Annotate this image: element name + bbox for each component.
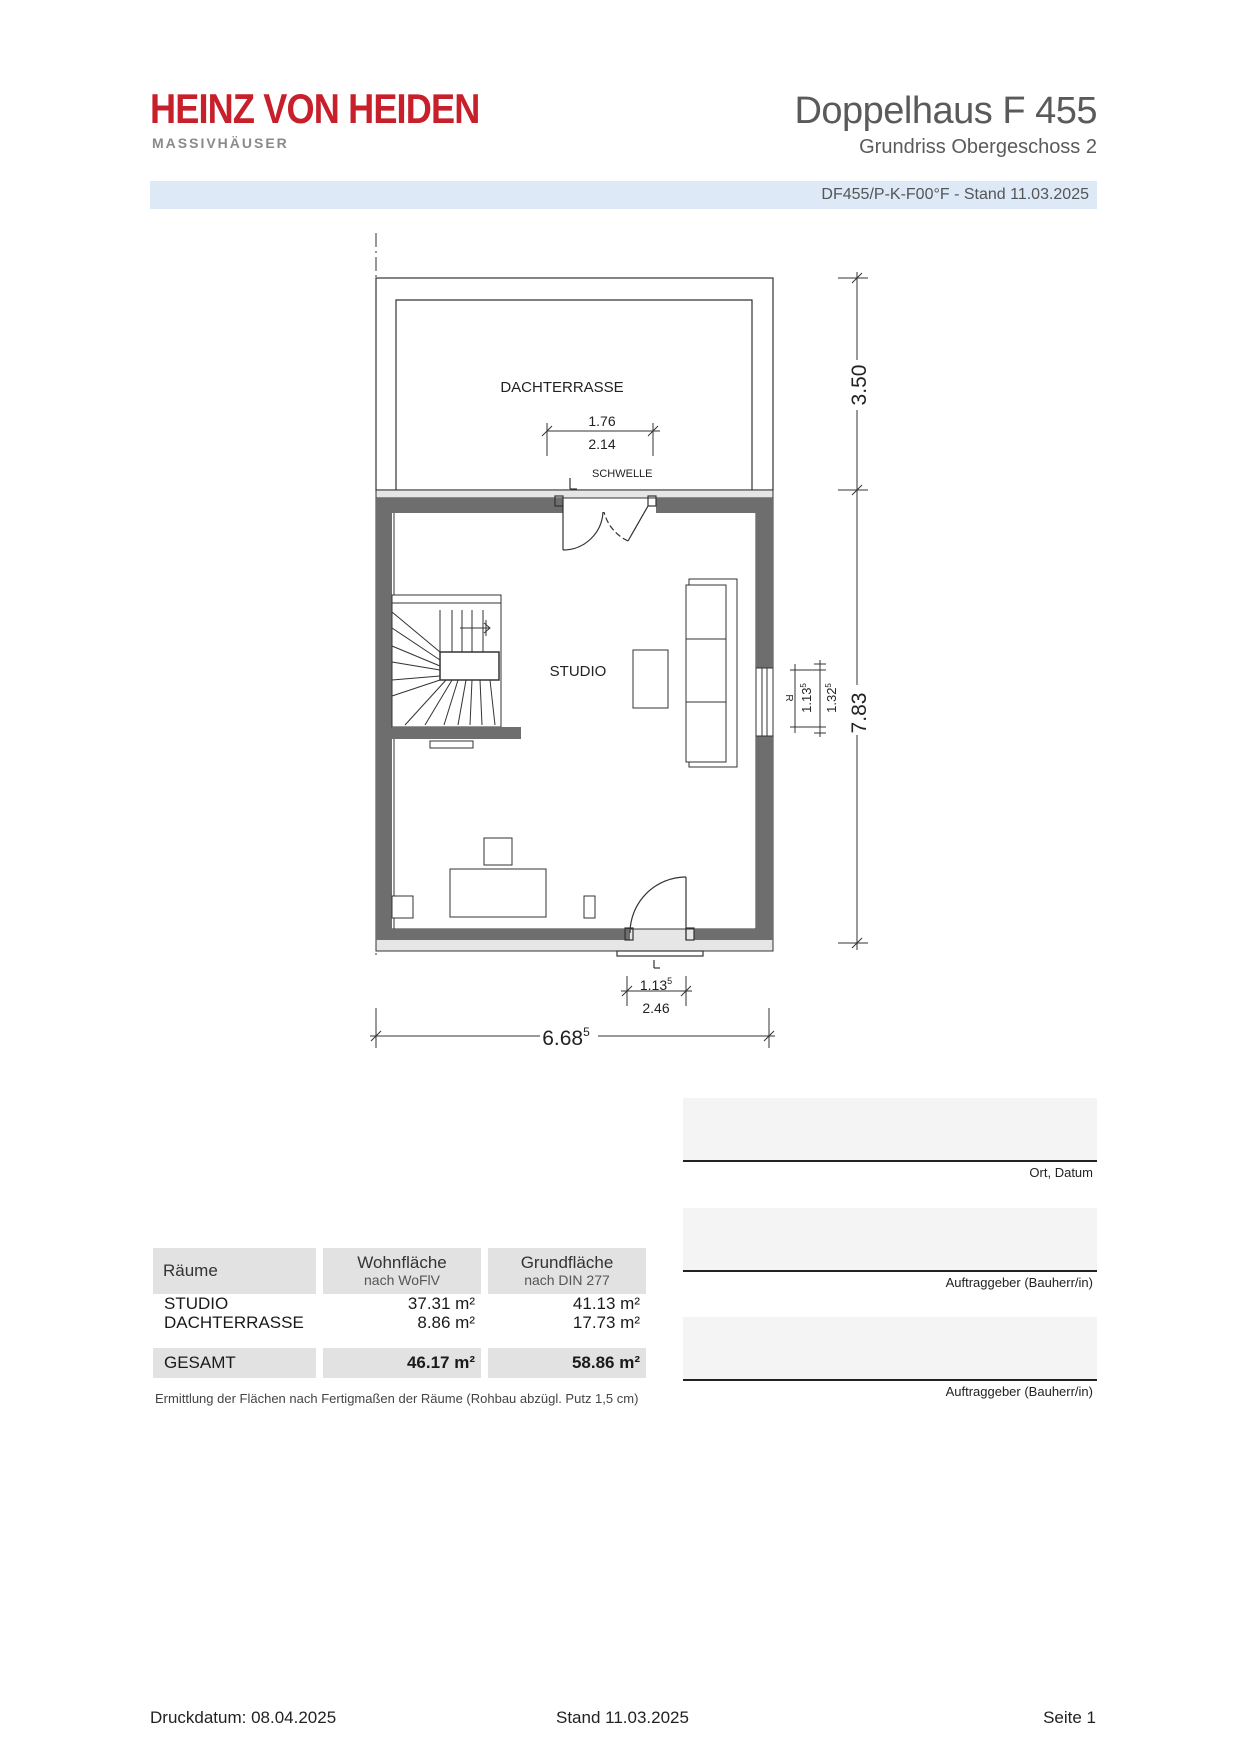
table-total-living-cell: 46.17 m² <box>323 1348 481 1378</box>
table-row-floor: 17.73 m² <box>572 1313 640 1332</box>
table-row-living: 8.86 m² <box>417 1313 475 1332</box>
table-row-living: 37.31 m² <box>407 1294 475 1313</box>
document-subtitle: Grundriss Obergeschoss 2 <box>859 136 1097 158</box>
entry-door <box>617 877 703 968</box>
table-row-room: STUDIO <box>164 1294 229 1313</box>
signature-label-client-1: Auftraggeber (Bauherr/in) <box>945 1275 1093 1290</box>
signature-field-client-1[interactable] <box>683 1208 1097 1272</box>
table-row-room: DACHTERRASSE <box>164 1313 304 1332</box>
table-header-rooms: Räume <box>153 1248 316 1294</box>
company-logo-tagline: MASSIVHÄUSER <box>152 135 289 151</box>
dim-depth-terrace: 3.50 <box>848 364 871 406</box>
signature-label-place-date: Ort, Datum <box>1029 1165 1093 1180</box>
table-footnote: Ermittlung der Flächen nach Fertigmaßen der Räume (Rohbau abzügl. Putz 1,5 cm) <box>155 1391 639 1406</box>
mark-R: R <box>783 694 794 702</box>
room-label-terrace: DACHTERRASSE <box>500 379 624 396</box>
footer-print-date: Druckdatum: 08.04.2025 <box>150 1708 337 1727</box>
terrace-door <box>555 478 656 550</box>
room-label-studio: STUDIO <box>549 663 607 680</box>
table-total-label-cell: GESAMT <box>153 1348 316 1378</box>
table-header-living-area: Wohnfläche nach WoFlV <box>323 1248 481 1294</box>
dim-window-2: 1.32$^5$ <box>824 683 839 713</box>
signature-label-client-2: Auftraggeber (Bauherr/in) <box>945 1384 1093 1399</box>
dim-width: 6.68$^5$ <box>542 1025 590 1050</box>
threshold-label: SCHWELLE <box>592 468 653 480</box>
table-total-floor-cell: 58.86 m² <box>488 1348 646 1378</box>
footer-page-number: Seite 1 <box>1043 1708 1096 1727</box>
dim-entry-inner: 1.13$^5$ <box>639 976 673 993</box>
dim-entry-outer: 2.46 <box>642 1000 670 1016</box>
staircase <box>392 595 521 748</box>
signature-field-client-2[interactable] <box>683 1317 1097 1381</box>
table-header-floor-area: Grundfläche nach DIN 277 <box>488 1248 646 1294</box>
company-logo-wordmark: HEINZ VON HEIDEN <box>150 85 480 132</box>
signature-field-place-date[interactable] <box>683 1098 1097 1162</box>
footer-status: Stand 11.03.2025 <box>556 1708 689 1727</box>
reference-text: DF455/P-K-F00°F - Stand 11.03.2025 <box>821 186 1089 203</box>
table-row-floor: 41.13 m² <box>572 1294 640 1313</box>
dim-window-1: 1.13$^5$ <box>799 683 814 713</box>
dim-terrace-outer: 2.14 <box>588 436 616 452</box>
document-title: Doppelhaus F 455 <box>794 90 1097 132</box>
dim-depth-house: 7.83 <box>848 692 871 734</box>
dim-terrace-inner: 1.76 <box>588 413 616 429</box>
